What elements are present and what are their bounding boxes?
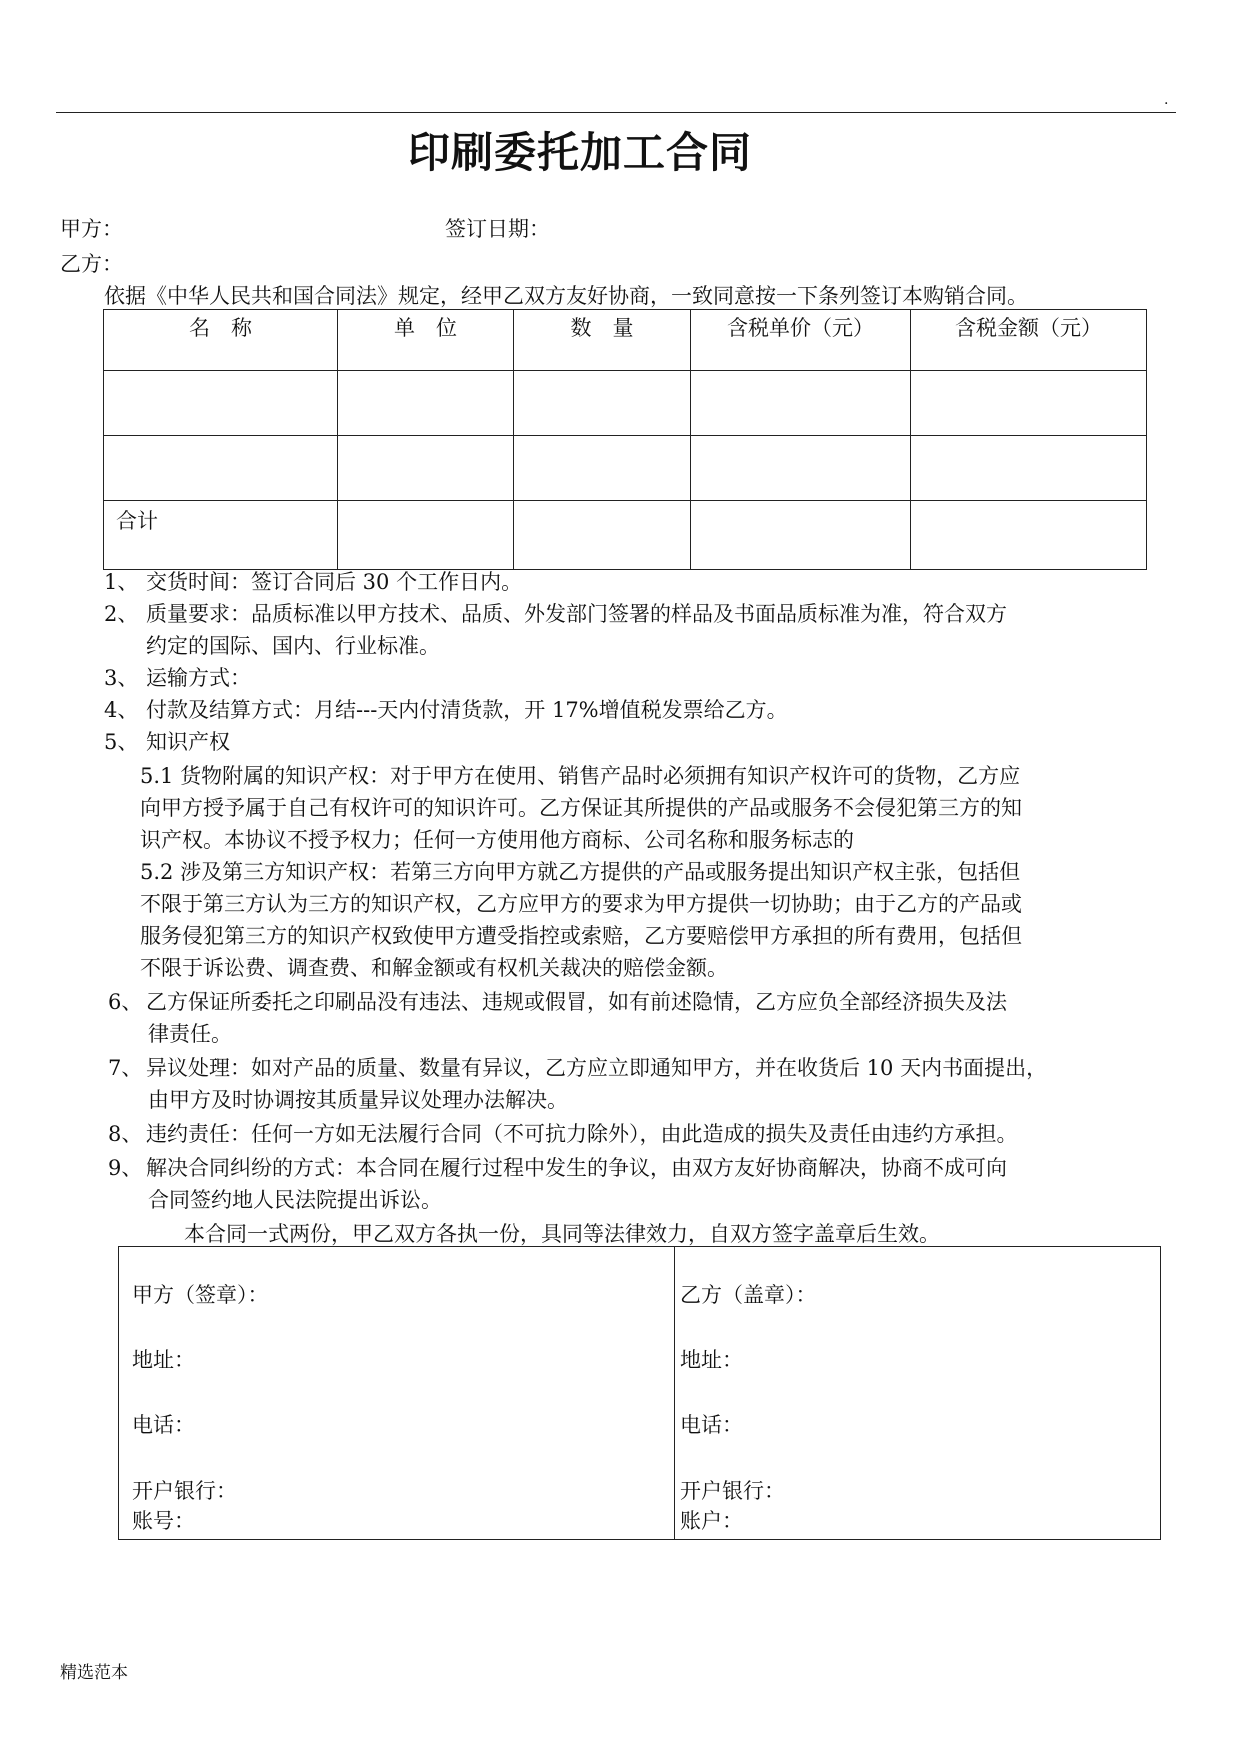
table-cell [338,501,514,570]
party-b-address-label: 地址： [680,1348,743,1372]
table-cell [104,436,338,501]
party-a-address-label: 地址： [132,1348,195,1372]
table-cell [514,436,691,501]
table-cell [104,371,338,436]
clause-number: 7、 [108,1056,143,1080]
items-table [103,309,1147,570]
party-a-seal-label: 甲方（签章）： [132,1283,269,1307]
clause-text: 服务侵犯第三方的知识产权致使甲方遭受指控或索赔，乙方要赔偿甲方承担的所有费用，包括但 [140,924,1022,948]
party-b-field: 乙方： [60,252,123,276]
clause-number: 4、 [104,698,139,722]
party-b-phone-label: 电话： [680,1413,743,1437]
footer-label: 精选范本 [60,1663,128,1683]
clause-text: 质量要求：品质标准以甲方技术、品质、外发部门签署的样品及书面品质标准为准，符合双方 [146,602,1007,626]
table-cell [514,371,691,436]
clause-text: 约定的国际、国内、行业标准。 [146,634,440,658]
clause-text: 运输方式： [146,666,251,690]
party-a-phone-label: 电话： [132,1413,195,1437]
clause-text: 不限于第三方认为三方的知识产权，乙方应甲方的要求为甲方提供一切协助；由于乙方的产品或 [140,892,1022,916]
total-label: 合计 [104,501,338,570]
col-header-quantity: 数 量 [514,310,691,371]
clause-number: 8、 [108,1122,143,1146]
clause-number: 2、 [104,602,139,626]
clause-text: 不限于诉讼费、调查费、和解金额或有权机关裁决的赔偿金额。 [140,956,728,980]
clause-text: 异议处理：如对产品的质量、数量有异议，乙方应立即通知甲方，并在收货后 10 天内书面提出， [146,1056,1048,1080]
signature-table [118,1246,1161,1540]
table-row [104,371,1147,436]
table-row [104,436,1147,501]
table-cell [911,371,1147,436]
intro-paragraph: 依据《中华人民共和国合同法》规定，经甲乙双方友好协商，一致同意按一下条列签订本购销合同。 [104,284,1028,308]
document-title: 印刷委托加工合同 [407,128,752,177]
col-header-name: 名 称 [104,310,338,371]
clause-number: 1、 [104,570,139,594]
table-cell [911,501,1147,570]
col-header-amount: 含税金额（元） [911,310,1147,371]
clause-number: 9、 [108,1156,143,1180]
clause-text: 5.2 涉及第三方知识产权：若第三方向甲方就乙方提供的产品或服务提出知识产权主张，包括但 [140,860,1021,884]
clause-text: 合同签约地人民法院提出诉讼。 [148,1188,442,1212]
table-header-row [104,310,1147,371]
party-b-signature-block [675,1247,1161,1540]
closing-statement: 本合同一式两份，甲乙双方各执一份，具同等法律效力，自双方签字盖章后生效。 [184,1222,940,1246]
party-b-account-label: 账户： [680,1509,743,1533]
table-cell [691,436,911,501]
clause-text: 付款及结算方式：月结---天内付清货款，开 17%增值税发票给乙方。 [146,698,788,722]
clause-text: 交货时间：签订合同后 30 个工作日内。 [146,570,523,594]
clause-text: 解决合同纠纷的方式：本合同在履行过程中发生的争议，由双方友好协商解决，协商不成可向 [146,1156,1007,1180]
clause-text: 由甲方及时协调按其质量异议处理办法解决。 [148,1088,568,1112]
clause-text: 识产权。本协议不授予权力；任何一方使用他方商标、公司名称和服务标志的 [140,828,854,852]
table-cell [691,371,911,436]
table-cell [514,501,691,570]
header-rule [56,112,1176,113]
col-header-unit: 单 位 [338,310,514,371]
clause-text: 知识产权 [146,730,230,754]
party-a-account-label: 账号： [132,1509,195,1533]
table-total-row [104,501,1147,570]
table-cell [691,501,911,570]
clause-number: 5、 [104,730,139,754]
party-b-bank-label: 开户银行： [680,1479,785,1503]
clause-text: 律责任。 [148,1022,232,1046]
clause-number: 6、 [108,990,143,1014]
clause-text: 乙方保证所委托之印刷品没有违法、违规或假冒，如有前述隐情，乙方应负全部经济损失及法 [146,990,1007,1014]
clause-number: 3、 [104,666,139,690]
party-a-bank-label: 开户银行： [132,1479,237,1503]
clause-text: 5.1 货物附属的知识产权：对于甲方在使用、销售产品时必须拥有知识产权许可的货物，乙方应 [140,764,1021,788]
party-b-seal-label: 乙方（盖章）： [680,1283,817,1307]
header-dot: . [1164,92,1169,108]
party-a-field: 甲方： [60,217,123,241]
party-a-signature-block [119,1247,675,1540]
table-cell [338,371,514,436]
table-cell [338,436,514,501]
clause-text: 向甲方授予属于自己有权许可的知识许可。乙方保证其所提供的产品或服务不会侵犯第三方的知 [140,796,1022,820]
table-cell [911,436,1147,501]
sign-date-field: 签订日期： [445,217,550,241]
col-header-unit-price: 含税单价（元） [691,310,911,371]
clause-text: 违约责任：任何一方如无法履行合同（不可抗力除外），由此造成的损失及责任由违约方承担。 [146,1122,1018,1146]
